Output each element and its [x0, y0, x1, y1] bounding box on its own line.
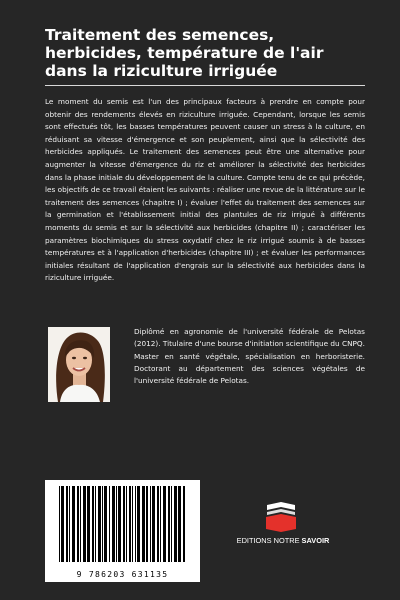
barcode-bar [126, 486, 127, 562]
barcode-bar [171, 486, 172, 562]
barcode-bar [83, 486, 86, 562]
barcode-bar [135, 486, 136, 562]
barcode-bar [104, 486, 107, 562]
barcode-bar [142, 486, 145, 562]
barcode-bar [109, 486, 110, 562]
barcode-bar [157, 486, 159, 562]
barcode-bar [174, 486, 177, 562]
barcode-bar [150, 486, 151, 562]
barcode [45, 480, 200, 582]
barcode-bar [98, 486, 101, 562]
publisher-logo-icon [264, 502, 298, 532]
barcode-bar [95, 486, 96, 562]
barcode-bar [129, 486, 131, 562]
publisher-name-prefix: EDITIONS [236, 536, 274, 545]
barcode-bar [137, 486, 140, 562]
barcode-bar [87, 486, 90, 562]
barcode-bar [163, 486, 166, 562]
barcode-bar [152, 486, 155, 562]
book-summary: Le moment du semis est l'un des principaux facteurs à prendre en compte pour obtenir des rendements élevés en riziculture irriguée. Cependant, lorsque les semis sont effectués tôt, les basses températures peuvent causer un stress à la culture, en réduisant sa vitesse d'émergence et son peuplement, ainsi que la sélectivité des herbicides appliqués. Le traitement des semences peut être une alternative pour augmenter la vitesse d'émergence du riz et améliorer la sélectivité des herbicides dans la phase initiale du développement de la culture. Compte tenu de ce qui précède, les objectifs de ce travail étaient les suivants : réaliser une revue de la littérature sur le traitement des semences (chapitre I) ; évaluer l'effet du traitement des semences sur la germination et l'établissement initial des plantules de riz irrigué à différents moments du semis et sur la sélectivité aux herbicides (chapitre II) ; caractériser les paramètres biochimiques du stress oxydatif chez le riz irrigué soumis à de basses températures et à l'application d'herbicides (chapitre III) ; et évaluer les performances initiales résultant de l'application d'engrais sur la sélectivité aux herbicides dans la riziculture irriguée. [45, 97, 366, 283]
barcode-bar [132, 486, 133, 562]
barcode-bar [168, 486, 170, 562]
barcode-bar [118, 486, 121, 562]
barcode-bar [116, 486, 117, 562]
barcode-bar [160, 486, 161, 562]
barcode-bar [112, 486, 115, 562]
publisher-name-suffix: SAVOIR [301, 536, 330, 545]
title-divider [45, 85, 365, 86]
author-photo [48, 327, 110, 402]
barcode-bar [183, 486, 185, 562]
isbn-digits: 9 786203 631135 [76, 570, 169, 579]
barcode-bar [178, 486, 181, 562]
barcode-bar [123, 486, 125, 562]
barcode-bar [102, 486, 103, 562]
publisher-name-middle: NOTRE [273, 536, 302, 545]
barcode-bar [59, 486, 60, 562]
barcode-bar [66, 486, 68, 562]
barcode-bar [61, 486, 64, 562]
barcode-bars [45, 480, 200, 570]
barcode-bar [80, 486, 81, 562]
author-bio: Diplômé en agronomie de l'université fédérale de Pelotas (2012). Titulaire d'une bourse d'initiation scientifique du CNPQ. Master en santé végétale, spécialisation en herboristerie. Doctorant au département des sciences végétales de l'université fédérale de Pelotas. [134, 327, 365, 386]
barcode-bar [146, 486, 148, 562]
barcode-bar [72, 486, 75, 562]
barcode-bar [77, 486, 79, 562]
book-title: Traitement des semences, herbicides, température de l'air dans la riziculture irriguée [45, 26, 324, 80]
barcode-bar [92, 486, 94, 562]
barcode-bar [69, 486, 70, 562]
publisher-name [232, 536, 334, 545]
